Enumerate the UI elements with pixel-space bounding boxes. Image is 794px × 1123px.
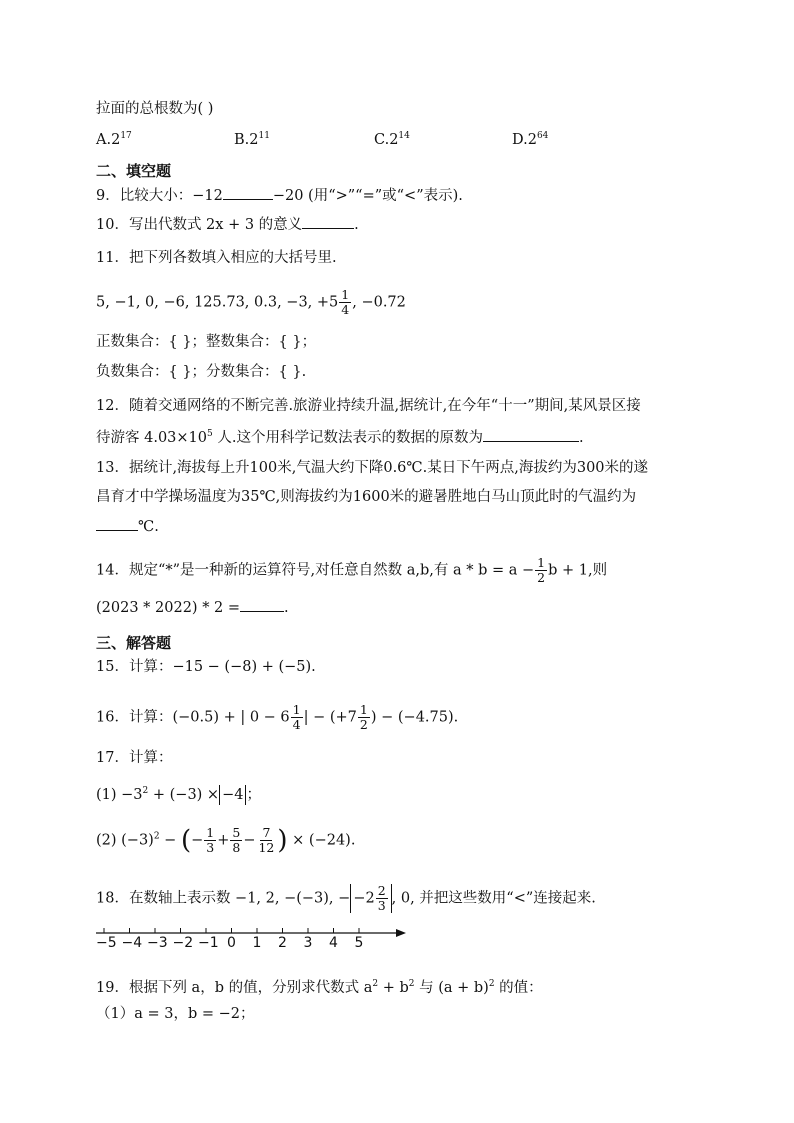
question-13-line3: ℃.: [96, 516, 159, 537]
question-17: 17．计算：: [96, 750, 173, 766]
option-d: $D.2^{64}$: [512, 131, 549, 148]
question-17-1: $(1) -3^2 + (-3) \times -4$ ；: [96, 786, 261, 803]
question-10: 10．写出代数式 2x + 3 的意义 .: [96, 214, 359, 235]
tick-label: 4: [329, 935, 338, 951]
question-11: 11．把下列各数填入相应的大括号里.: [96, 250, 337, 266]
section-answers: 三、解答题: [96, 634, 172, 652]
tick-label: 0: [227, 935, 236, 951]
tick-label: −4: [121, 935, 143, 951]
question-18: 18．在数轴上表示数 −1, 2, −(−3), − −2 $\frac{2}{3}$ , 0, 并把这些数用“<”连接起来.: [96, 883, 596, 913]
tick-label: 2: [278, 935, 287, 951]
set-row-2: 负数集合：{ }；分数集合：{ }.: [96, 364, 307, 380]
question-13-line2: 昌育才中学操场温度为35℃,则海拔约为1600米的避暑胜地白马山顶此时的气温约为: [96, 489, 637, 505]
q11-numbers: 5, −1, 0, −6, 125.73, 0.3, −3, +5 $\frac{1}{4}$ , −0.72: [96, 287, 406, 317]
tick-label: 3: [303, 935, 313, 951]
option-b: $B.2^{11}$: [234, 131, 270, 148]
section-fill-in: 二、填空题: [96, 162, 172, 180]
question-17-2: (2) $(-3)^2$ − (− $\frac{1}{3}$ + $\frac{5}{8}$ − $\frac{7}{12}$ ) × (−24).: [96, 825, 356, 856]
question-15: 15．计算：−15 − (−8) + (−5).: [96, 659, 316, 675]
question-12-line1: 12．随着交通网络的不断完善.旅游业持续升温,据统计,在今年“十一”期间,某风景区接: [96, 398, 641, 414]
option-c: $C.2^{14}$: [374, 131, 410, 148]
question-13-line1: 13．据统计,海拔每上升100米,气温大约下降0.6℃.某日下午两点,海拔约为300米的遂: [96, 460, 649, 476]
tick-label: −5: [96, 935, 117, 951]
question-19: 19．根据下列 a，b 的值，分别求代数式 $a^2 + b^2$ 与 $(a + b)^2$ 的值：: [96, 979, 543, 996]
set-row-1: 正数集合：{ }；整数集合：{ }；: [96, 334, 317, 350]
question-14: 14．规定“*”是一种新的运算符号,对任意自然数 a,b,有 a * b = a − $\frac{1}{2}$ b + 1,则: [96, 555, 608, 585]
question-19-1: （1）a = 3，b = −2；: [96, 1006, 255, 1022]
option-a: $A.2^{17}$: [96, 131, 132, 148]
tick-label: −1: [198, 935, 219, 951]
tick-label: 5: [354, 935, 364, 951]
question-12-line2: 待游客 $4.03\times 10^5$ 人.这个用科学记数法表示的数据的原数为 .: [96, 424, 584, 448]
question-9: 9．比较大小：−12 −20 (用“>”“=”或“<”表示).: [96, 185, 463, 206]
tick-label: −2: [172, 935, 194, 951]
q8-tail: 拉面的总根数为( ): [96, 101, 214, 117]
tick-label: −3: [147, 935, 168, 951]
question-14-line2: (2023 * 2022) * 2 = .: [96, 597, 289, 618]
tick-label: 1: [252, 935, 262, 951]
question-16: 16．计算：(−0.5) + | 0 − 6 $\frac{1}{4}$ | − (+7 $\frac{1}{2}$ ) − (−4.75).: [96, 702, 459, 732]
